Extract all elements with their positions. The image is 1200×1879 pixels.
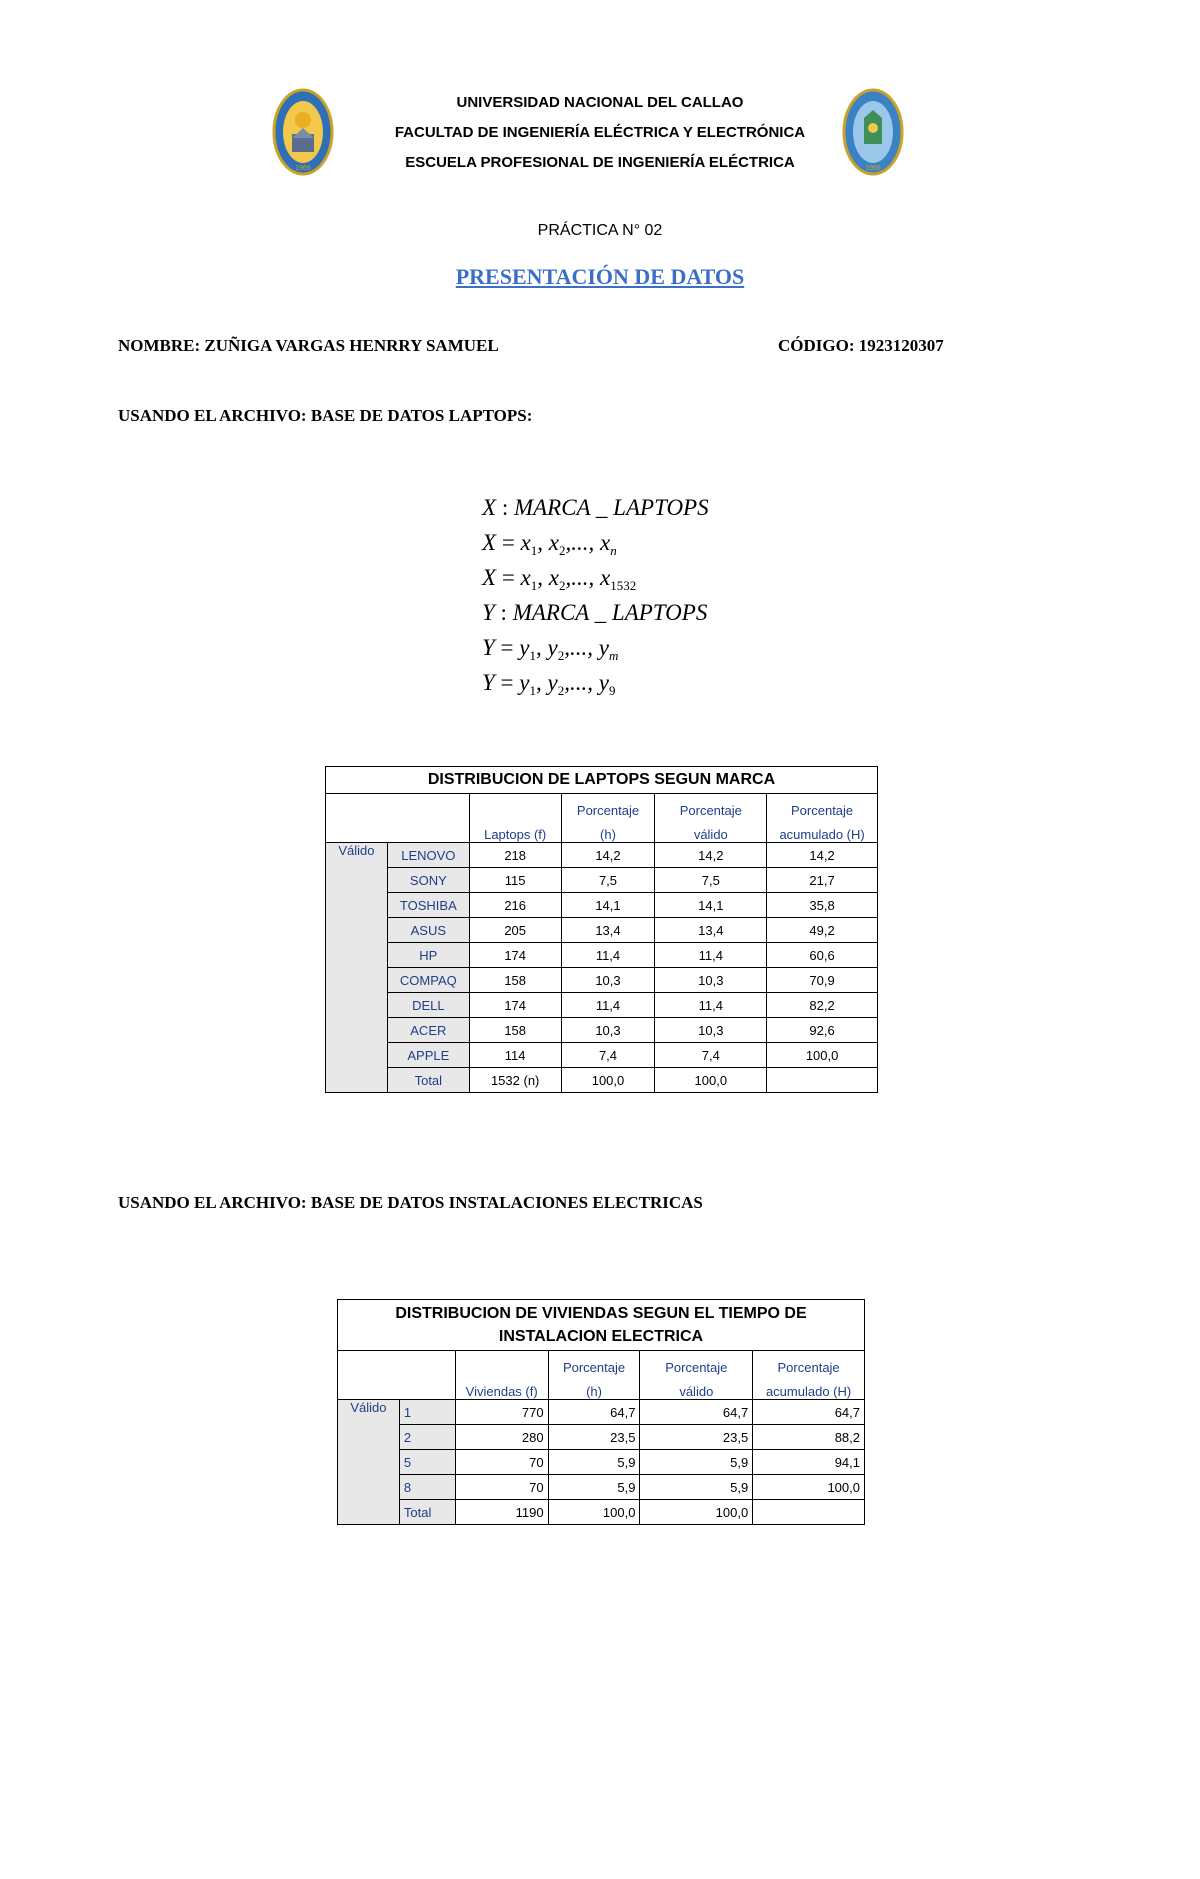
cell-v: 13,4 xyxy=(655,918,767,943)
row-label: LENOVO xyxy=(387,843,469,868)
university-name: UNIVERSIDAD NACIONAL DEL CALLAO xyxy=(456,94,744,111)
variable-definitions xyxy=(482,490,709,700)
row-label: DELL xyxy=(387,993,469,1018)
header-cell: acumulado (H) xyxy=(767,818,878,843)
group-label: Válido xyxy=(338,1400,400,1525)
section2-file-label: USANDO EL ARCHIVO: BASE DE DATOS INSTALACIONES ELECTRICAS xyxy=(118,1193,703,1212)
cell-h: 100,0 xyxy=(561,1068,655,1093)
cell-v: 5,9 xyxy=(640,1475,753,1500)
header-cell: (h) xyxy=(548,1375,640,1400)
math-line-6: $Y = y_1$, $y_2$,..., $y_9$ xyxy=(482,670,616,698)
cell-h: 11,4 xyxy=(561,943,655,968)
cell-f: 158 xyxy=(469,1018,561,1043)
cell-f: 1532 (n) xyxy=(469,1068,561,1093)
math-line-3: $X = x_1$, $x_2$,..., $x_{1532}$ xyxy=(482,565,637,593)
header-cell: acumulado (H) xyxy=(753,1375,865,1400)
table-row xyxy=(326,1018,878,1043)
cell-h: 10,3 xyxy=(561,1018,655,1043)
institution-block xyxy=(380,88,820,178)
cell-H: 92,6 xyxy=(767,1018,878,1043)
row-label: ACER xyxy=(387,1018,469,1043)
cell-v: 5,9 xyxy=(640,1450,753,1475)
math-line-2: $X = x_1$, $x_2$,..., $x_n$ xyxy=(482,530,617,558)
row-label: COMPAQ xyxy=(387,968,469,993)
cell-h: 10,3 xyxy=(561,968,655,993)
table-row xyxy=(326,918,878,943)
cell-f: 70 xyxy=(455,1475,548,1500)
header-cell: Porcentaje xyxy=(753,1351,865,1376)
cell-f: 205 xyxy=(469,918,561,943)
row-label: Total xyxy=(387,1068,469,1093)
table-total-row xyxy=(338,1500,865,1525)
cell-H: 100,0 xyxy=(753,1475,865,1500)
math-line-1-text: MARCA _ LAPTOPS xyxy=(513,495,709,520)
cell-f: 218 xyxy=(469,843,561,868)
cell-H: 21,7 xyxy=(767,868,878,893)
math-line-4: Y : MARCA _ LAPTOPS xyxy=(482,600,708,625)
table-row xyxy=(326,968,878,993)
math-line-5: $Y = y_1$, $y_2$,..., $y_m$ xyxy=(482,635,619,663)
row-label: TOSHIBA xyxy=(387,893,469,918)
header-cell: Viviendas (f) xyxy=(455,1375,548,1400)
math-line-6-sub: 9 xyxy=(608,683,616,698)
cell-H: 35,8 xyxy=(767,893,878,918)
cell-f: 70 xyxy=(455,1450,548,1475)
cell-v: 14,1 xyxy=(655,893,767,918)
header-cell: Porcentaje xyxy=(548,1351,640,1376)
math-line-1: X : MARCA _ LAPTOPS xyxy=(482,495,709,520)
cell-f: 115 xyxy=(469,868,561,893)
cell-h: 13,4 xyxy=(561,918,655,943)
table-total-row xyxy=(326,1068,878,1093)
math-line-3-sub: 1532 xyxy=(610,578,637,593)
table-row xyxy=(338,1475,865,1500)
table-row xyxy=(326,993,878,1018)
cell-h: 14,1 xyxy=(561,893,655,918)
cell-H xyxy=(767,1068,878,1093)
table-row xyxy=(326,943,878,968)
student-name: NOMBRE: ZUÑIGA VARGAS HENRRY SAMUEL xyxy=(118,336,499,355)
cell-v: 100,0 xyxy=(640,1500,753,1525)
header-cell: válido xyxy=(655,818,767,843)
table-row xyxy=(338,1400,865,1425)
cell-v: 7,5 xyxy=(655,868,767,893)
row-label: HP xyxy=(387,943,469,968)
table-title: DISTRIBUCION DE VIVIENDAS SEGUN EL TIEMPO DE INSTALACION ELECTRICA xyxy=(338,1300,865,1351)
faculty-name: FACULTAD DE INGENIERÍA ELÉCTRICA Y ELECTRÓNICA xyxy=(394,124,806,141)
header-corner xyxy=(338,1351,456,1400)
header-cell: (h) xyxy=(561,818,655,843)
cell-h: 64,7 xyxy=(548,1400,640,1425)
group-label: Válido xyxy=(326,843,388,1093)
header-cell xyxy=(469,794,561,819)
cell-H: 88,2 xyxy=(753,1425,865,1450)
cell-H: 94,1 xyxy=(753,1450,865,1475)
cell-v: 7,4 xyxy=(655,1043,767,1068)
cell-v: 23,5 xyxy=(640,1425,753,1450)
section1-file-label: USANDO EL ARCHIVO: BASE DE DATOS LAPTOPS: xyxy=(118,406,533,425)
header-cell: Porcentaje xyxy=(655,794,767,819)
university-seal-icon xyxy=(272,88,334,176)
math-line-4-text: MARCA _ LAPTOPS xyxy=(512,600,708,625)
table-row xyxy=(326,1043,878,1068)
cell-H: 64,7 xyxy=(753,1400,865,1425)
header-cell: Porcentaje xyxy=(767,794,878,819)
cell-H: 49,2 xyxy=(767,918,878,943)
row-label: 8 xyxy=(399,1475,455,1500)
page-title: PRESENTACIÓN DE DATOS xyxy=(455,264,745,289)
cell-f: 174 xyxy=(469,993,561,1018)
cell-v: 14,2 xyxy=(655,843,767,868)
header-corner xyxy=(326,794,470,843)
cell-f: 770 xyxy=(455,1400,548,1425)
cell-H: 14,2 xyxy=(767,843,878,868)
table-row xyxy=(338,1450,865,1475)
row-label: SONY xyxy=(387,868,469,893)
header-cell: Porcentaje xyxy=(640,1351,753,1376)
cell-h: 11,4 xyxy=(561,993,655,1018)
cell-f: 174 xyxy=(469,943,561,968)
cell-v: 11,4 xyxy=(655,943,767,968)
left-logo-year: 1966 xyxy=(295,165,311,172)
cell-f: 1190 xyxy=(455,1500,548,1525)
school-name: ESCUELA PROFESIONAL DE INGENIERÍA ELÉCTRICA xyxy=(405,154,795,171)
cell-h: 5,9 xyxy=(548,1475,640,1500)
cell-h: 23,5 xyxy=(548,1425,640,1450)
faculty-seal-icon xyxy=(842,88,904,176)
cell-H: 100,0 xyxy=(767,1043,878,1068)
cell-v: 100,0 xyxy=(655,1068,767,1093)
cell-h: 14,2 xyxy=(561,843,655,868)
math-line-5-sub: m xyxy=(608,648,619,663)
laptops-distribution-table xyxy=(325,766,878,1093)
cell-v: 64,7 xyxy=(640,1400,753,1425)
math-line-2-sub: n xyxy=(610,543,617,558)
row-label: 5 xyxy=(399,1450,455,1475)
cell-f: 158 xyxy=(469,968,561,993)
cell-v: 11,4 xyxy=(655,993,767,1018)
table-row xyxy=(326,893,878,918)
cell-h: 7,4 xyxy=(561,1043,655,1068)
header-cell xyxy=(455,1351,548,1376)
cell-f: 114 xyxy=(469,1043,561,1068)
housing-distribution-table xyxy=(337,1299,865,1525)
practice-number: PRÁCTICA N° 02 xyxy=(537,222,663,239)
cell-H: 82,2 xyxy=(767,993,878,1018)
cell-h: 100,0 xyxy=(548,1500,640,1525)
right-logo-year: 1966 xyxy=(865,165,881,172)
header-cell: válido xyxy=(640,1375,753,1400)
table-row xyxy=(338,1425,865,1450)
row-label: Total xyxy=(399,1500,455,1525)
row-label: 1 xyxy=(399,1400,455,1425)
table-title: DISTRIBUCION DE LAPTOPS SEGUN MARCA xyxy=(326,767,878,794)
cell-v: 10,3 xyxy=(655,968,767,993)
row-label: APPLE xyxy=(387,1043,469,1068)
cell-H: 70,9 xyxy=(767,968,878,993)
cell-h: 5,9 xyxy=(548,1450,640,1475)
row-label: 2 xyxy=(399,1425,455,1450)
cell-f: 280 xyxy=(455,1425,548,1450)
student-code: CÓDIGO: 1923120307 xyxy=(778,336,944,355)
table-row xyxy=(326,868,878,893)
cell-H xyxy=(753,1500,865,1525)
table-row xyxy=(326,843,878,868)
header-cell: Porcentaje xyxy=(561,794,655,819)
cell-v: 10,3 xyxy=(655,1018,767,1043)
cell-H: 60,6 xyxy=(767,943,878,968)
header-cell: Laptops (f) xyxy=(469,818,561,843)
cell-h: 7,5 xyxy=(561,868,655,893)
cell-f: 216 xyxy=(469,893,561,918)
row-label: ASUS xyxy=(387,918,469,943)
